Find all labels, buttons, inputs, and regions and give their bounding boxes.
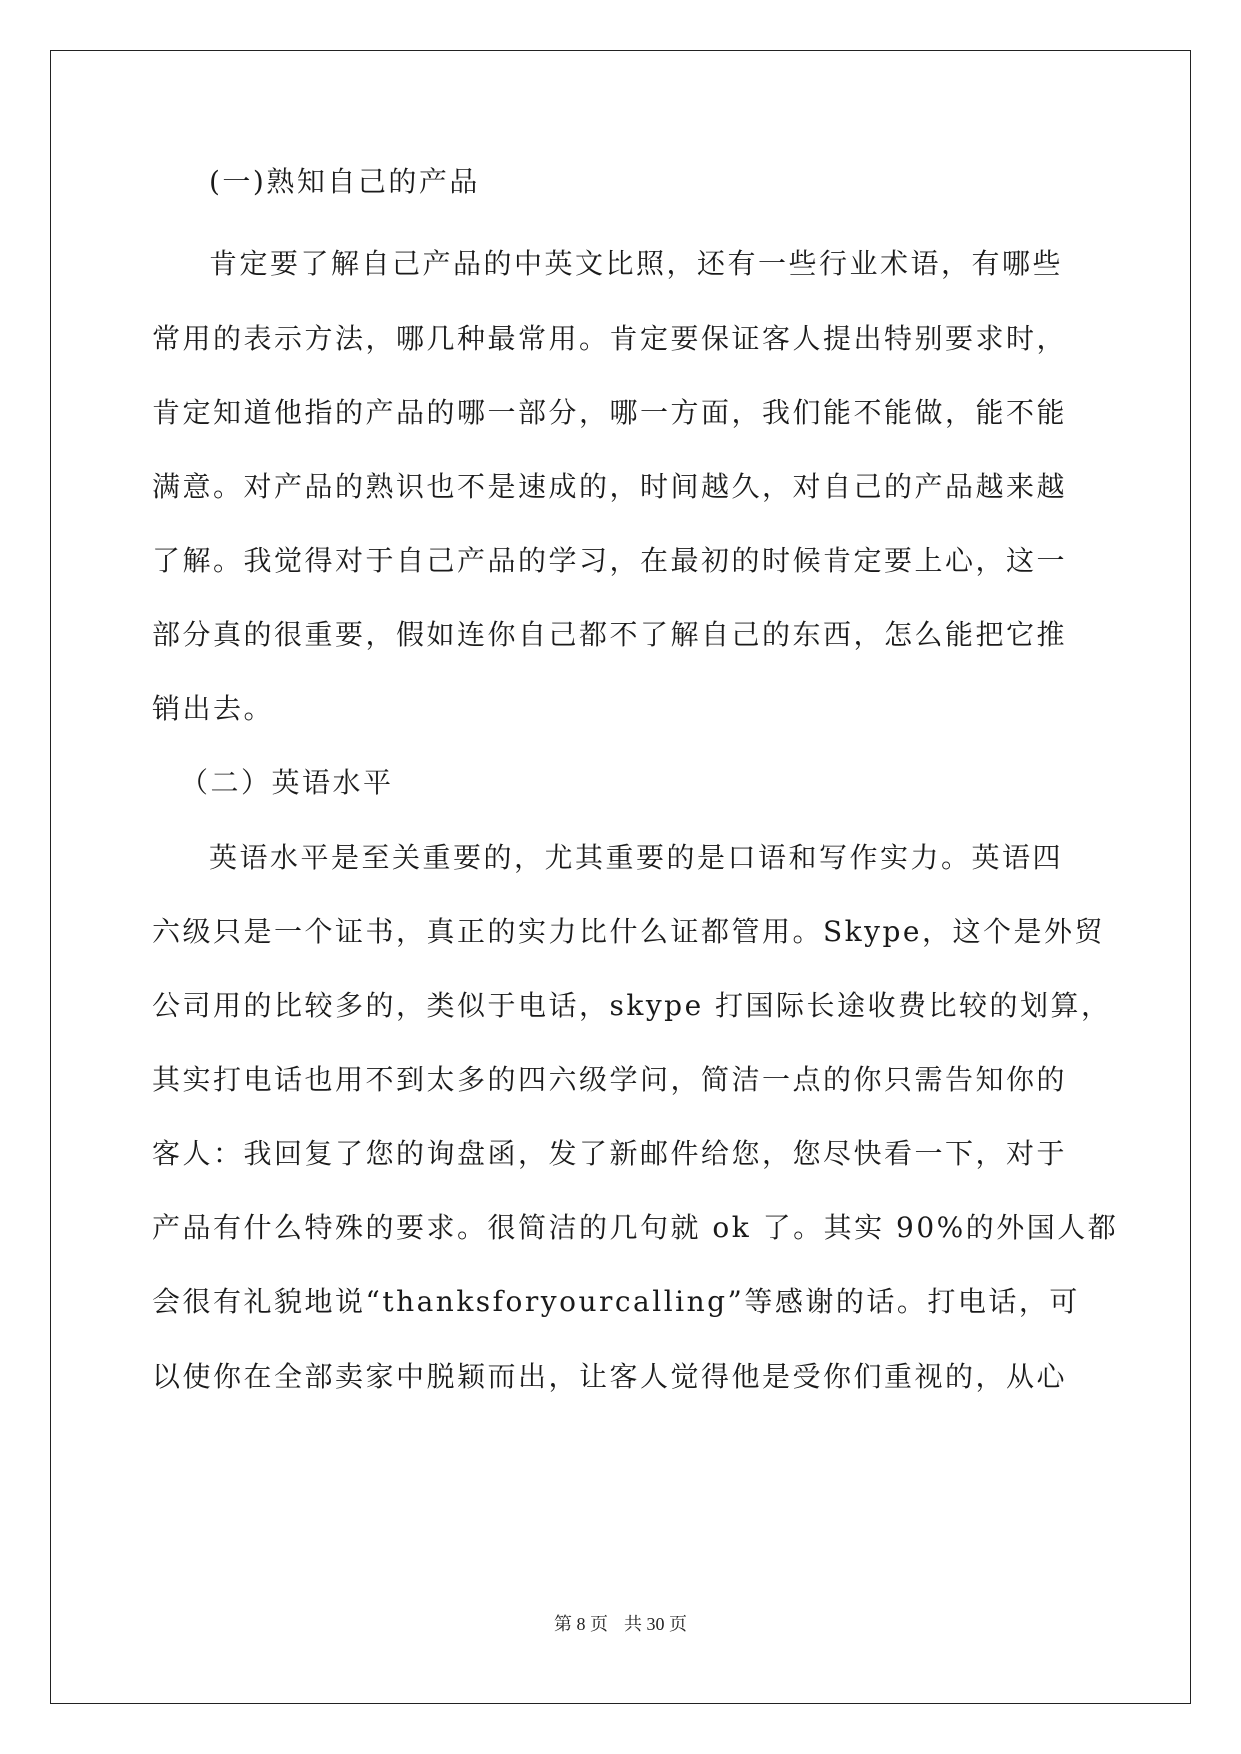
section-heading-1: (一)熟知自己的产品 (209, 165, 480, 198)
paragraph-line: 会很有礼貌地说“thanksforyourcalling”等感谢的话。打电话，可 (152, 1285, 1080, 1318)
paragraph-line: 满意。对产品的熟识也不是速成的，时间越久，对自己的产品越来越 (152, 470, 1068, 503)
paragraph-line: 其实打电话也用不到太多的四六级学问，简洁一点的你只需告知你的 (152, 1063, 1068, 1096)
paragraph-line: 肯定要了解自己产品的中英文比照，还有一些行业术语，有哪些 (209, 247, 1064, 280)
paragraph-line: 了解。我觉得对于自己产品的学习，在最初的时候肯定要上心，这一 (152, 544, 1068, 577)
paragraph-line: 六级只是一个证书，真正的实力比什么证都管用。Skype，这个是外贸 (152, 915, 1105, 948)
paragraph-line: 部分真的很重要，假如连你自己都不了解自己的东西，怎么能把它推 (152, 618, 1068, 651)
paragraph-line: 常用的表示方法，哪几种最常用。肯定要保证客人提出特别要求时， (152, 322, 1068, 355)
page-total: 共 30 页 (624, 1614, 687, 1634)
paragraph-line: 销出去。 (152, 692, 275, 725)
page-number: 第 8 页 (554, 1614, 608, 1634)
paragraph-line: 产品有什么特殊的要求。很简洁的几句就 ok 了。其实 90%的外国人都 (152, 1211, 1119, 1244)
paragraph-line: 公司用的比较多的，类似于电话，skype 打国际长途收费比较的划算， (152, 989, 1112, 1022)
paragraph-line: 客人：我回复了您的询盘函，发了新邮件给您，您尽快看一下，对于 (152, 1137, 1068, 1170)
page-footer (0, 1610, 1241, 1636)
paragraph-line: 以使你在全部卖家中脱颖而出，让客人觉得他是受你们重视的，从心 (152, 1360, 1068, 1393)
paragraph-line: 肯定知道他指的产品的哪一部分，哪一方面，我们能不能做，能不能 (152, 396, 1068, 429)
paragraph-line: 英语水平是至关重要的，尤其重要的是口语和写作实力。英语四 (209, 841, 1064, 874)
section-heading-2: （二）英语水平 (180, 766, 394, 799)
